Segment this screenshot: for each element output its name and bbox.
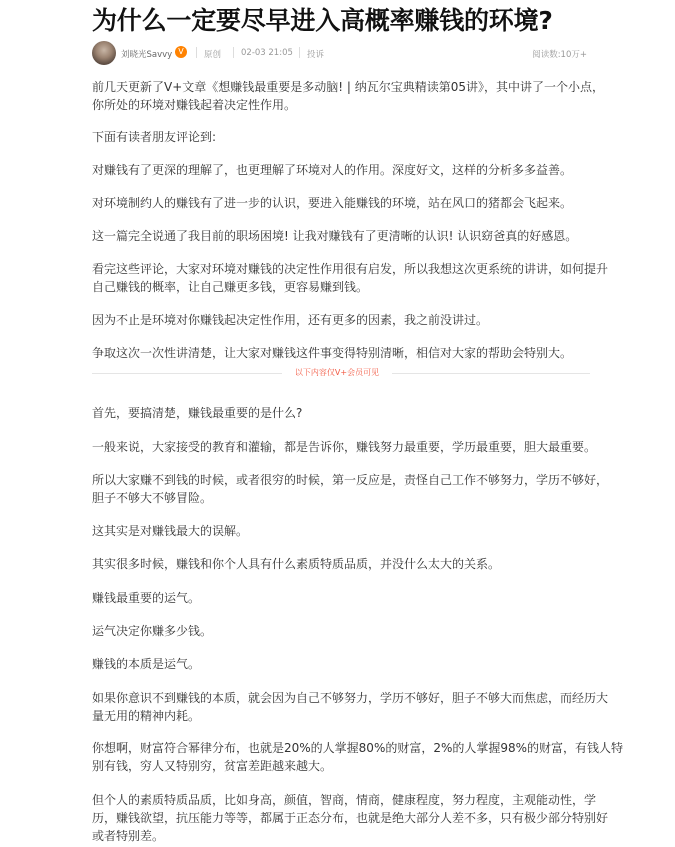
paragraph	[92, 227, 590, 245]
paragraph	[92, 555, 590, 573]
paragraph-line: 一般来说，大家接受的教育和灌输，都是告诉你，赚钱努力最重要，学历最重要，胆大最重要。	[92, 440, 597, 454]
paragraph-line: 所以大家赚不到钱的时候，或者很穷的时候，第一反应是，责怪自己工作不够努力，学历不够好，	[92, 473, 609, 487]
publish-time: 02-03 21:05	[241, 48, 293, 58]
original-tag: 原创	[204, 50, 222, 60]
meta-separator	[299, 47, 300, 58]
paragraph-line: 自己赚钱的概率，让自己赚更多钱，更容易赚到钱。	[92, 280, 369, 294]
verified-badge-icon: V	[175, 46, 187, 58]
paragraph-line: 前几天更新了V+文章《想赚钱最重要是多动脑! | 纳瓦尔宝典精读第05讲》，其中讲了一个小点，	[92, 80, 605, 94]
vip-divider-line	[92, 373, 282, 374]
meta-separator	[196, 47, 197, 58]
article-title: 为什么一定要尽早进入高概率赚钱的环境?	[92, 6, 553, 35]
paragraph	[92, 622, 590, 640]
paragraph-line: 别有钱，穷人又特别穷，贫富差距越来越大。	[92, 759, 333, 773]
paragraph	[92, 655, 590, 673]
paragraph-line: 这一篇完全说通了我目前的职场困境! 让我对赚钱有了更清晰的认识! 认识窈爸真的好感恩。	[92, 229, 578, 243]
author-name[interactable]: 刘晓光Savvy	[121, 50, 173, 60]
paragraph	[92, 522, 590, 540]
paragraph	[92, 194, 590, 212]
paragraph	[92, 438, 597, 456]
report-link[interactable]: 投诉	[307, 50, 325, 60]
vip-divider-line	[392, 373, 590, 374]
paragraph-line: 看完这些评论，大家对环境对赚钱的决定性作用很有启发，所以我想这次更系统的讲讲，如何提升	[92, 262, 609, 276]
paragraph-line: 因为不止是环境对你赚钱起决定性作用，还有更多的因素，我之前没讲过。	[92, 313, 489, 327]
paragraph	[92, 689, 609, 725]
paragraph	[92, 128, 590, 146]
paragraph-line: 你所处的环境对赚钱起着决定性作用。	[92, 98, 297, 112]
paragraph-line: 赚钱最重要的运气。	[92, 591, 201, 605]
paragraph-line: 首先，要搞清楚，赚钱最重要的是什么?	[92, 406, 303, 420]
paragraph	[92, 344, 590, 362]
paragraph-line: 但个人的素质特质品质，比如身高，颜值，智商，情商，健康程度，努力程度，主观能动性，学	[92, 793, 597, 807]
paragraph	[92, 791, 609, 845]
paragraph	[92, 260, 609, 296]
paragraph	[92, 311, 590, 329]
paragraph	[92, 78, 605, 114]
paragraph	[92, 471, 609, 507]
author-avatar[interactable]	[92, 41, 116, 65]
paragraph-line: 你想啊，财富符合幂律分布，也就是20%的人掌握80%的财富，2%的人掌握98%的财富，有钱人特	[92, 741, 624, 755]
paragraph	[92, 161, 590, 179]
paragraph	[92, 739, 624, 775]
paragraph-line: 运气决定你赚多少钱。	[92, 624, 213, 638]
paragraph-line: 历，赚钱欲望，抗压能力等等，都属于正态分布，也就是绝大部分人差不多，只有极少部分特别好	[92, 811, 609, 825]
paragraph-line: 量无用的精神内耗。	[92, 709, 201, 723]
paragraph-line: 胆子不够大不够冒险。	[92, 491, 213, 505]
read-count: 阅读数:10万+	[532, 50, 587, 60]
paragraph	[92, 589, 590, 607]
vip-only-notice: 以下内容仅V+会员可见	[294, 368, 380, 377]
paragraph-line: 对环境制约人的赚钱有了进一步的认识，要进入能赚钱的环境，站在风口的猪都会飞起来。	[92, 196, 573, 210]
paragraph-line: 或者特别差。	[92, 829, 165, 843]
paragraph-line: 其实很多时候，赚钱和你个人具有什么素质特质品质，并没什么太大的关系。	[92, 557, 501, 571]
meta-separator	[233, 47, 234, 58]
paragraph-line: 这其实是对赚钱最大的误解。	[92, 524, 249, 538]
paragraph-line: 赚钱的本质是运气。	[92, 657, 201, 671]
paragraph-line: 对赚钱有了更深的理解了，也更理解了环境对人的作用。深度好文，这样的分析多多益善。	[92, 163, 573, 177]
paragraph-line: 下面有读者朋友评论到:	[92, 130, 217, 144]
paragraph	[92, 404, 590, 422]
paragraph-line: 争取这次一次性讲清楚，让大家对赚钱这件事变得特别清晰，相信对大家的帮助会特别大。	[92, 346, 573, 360]
paragraph-line: 如果你意识不到赚钱的本质，就会因为自己不够努力，学历不够好，胆子不够大而焦虑，而经历大	[92, 691, 609, 705]
article-meta	[92, 40, 587, 66]
